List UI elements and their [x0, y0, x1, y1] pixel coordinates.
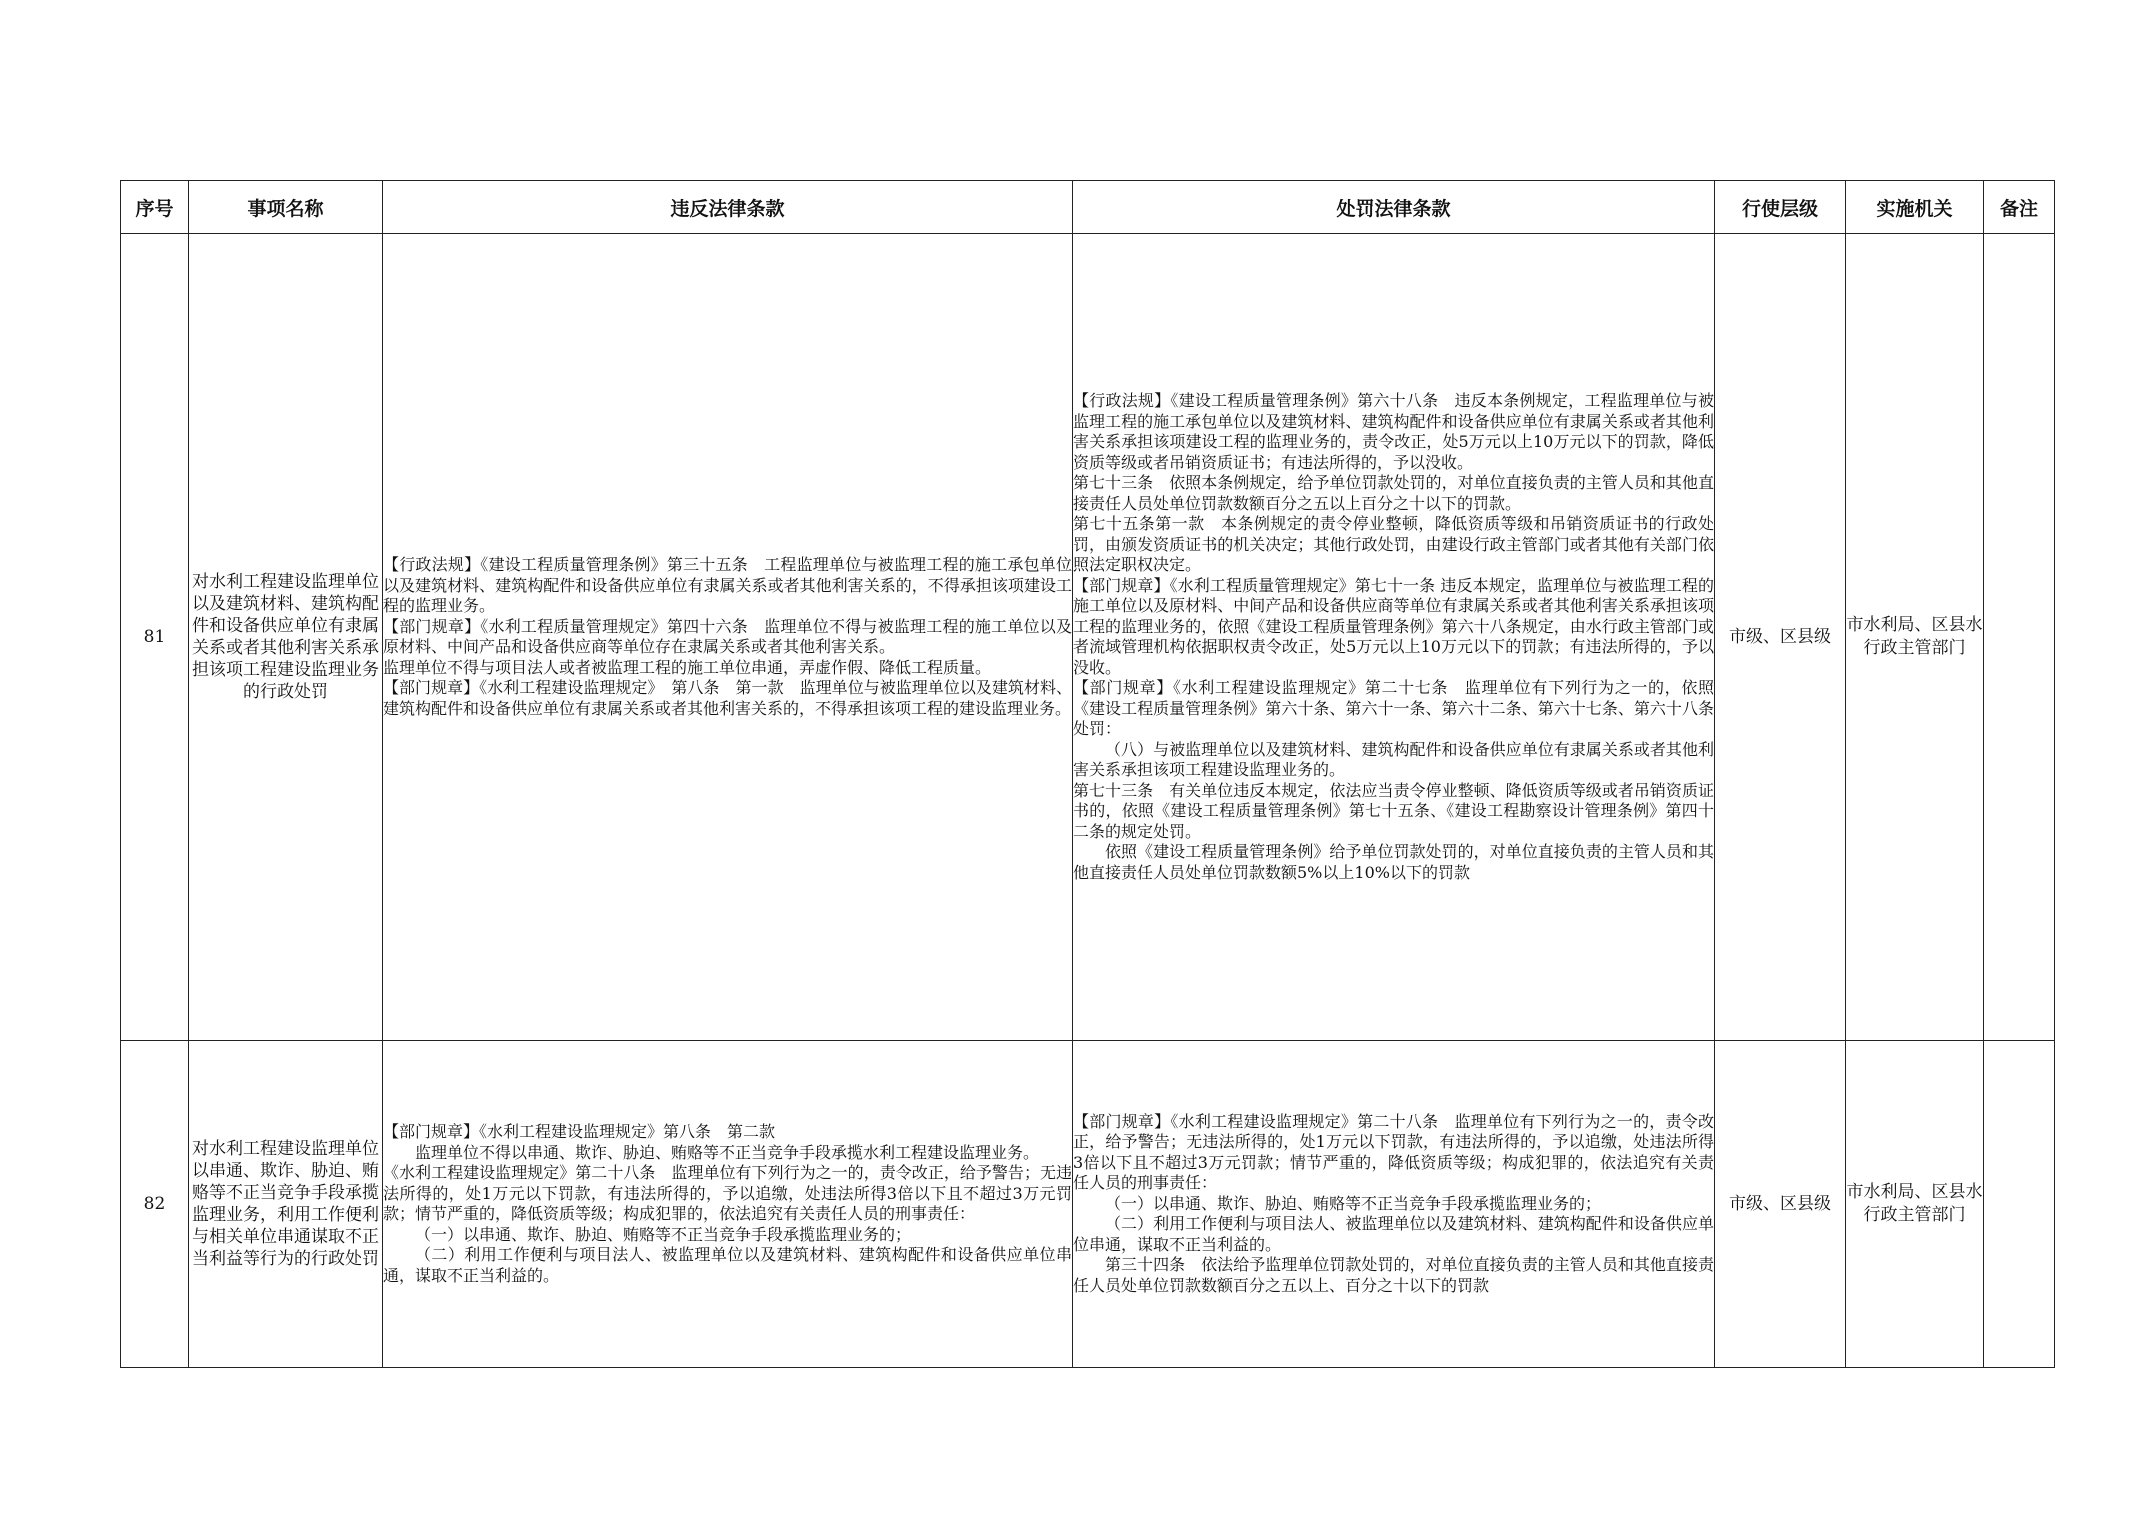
row-violation-clause	[383, 1041, 1073, 1368]
violation-paragraph: 【部门规章】《水利工程质量管理规定》第四十六条 监理单位不得与被监理工程的施工单位以及原材料、中间产品和设备供应商等单位存在隶属关系或者其他利害关系。	[383, 616, 1072, 656]
header-agency: 实施机关	[1846, 181, 1984, 234]
penalty-paragraph: 【部门规章】《水利工程建设监理规定》第二十八条 监理单位有下列行为之一的，责令改正，给予警告；无违法所得的，处1万元以下罚款，有违法所得的，予以追缴，处违法所得3倍以下且不超过3万元罚款；情节严重的，降低资质等级；构成犯罪的，依法追究有关责任人员的刑事责任：	[1073, 1111, 1714, 1193]
header-violation-clause: 违反法律条款	[383, 181, 1073, 234]
header-item-name: 事项名称	[189, 181, 383, 234]
violation-paragraph: 【部门规章】《水利工程建设监理规定》第八条 第二款	[383, 1122, 776, 1141]
row-remarks	[1984, 234, 2055, 1041]
violation-paragraph: 《水利工程建设监理规定》第二十八条 监理单位有下列行为之一的，责令改正，给予警告；无违法所得的，处1万元以下罚款，有违法所得的，予以追缴，处违法所得3倍以下且不超过3万元罚款；情节严重的，降低资质等级；构成犯罪的，依法追究有关责任人员的刑事责任：	[383, 1163, 1072, 1223]
row-item-name: 对水利工程建设监理单位以及建筑材料、建筑构配件和设备供应单位有隶属关系或者其他利害关系承担该项工程建设监理业务的行政处罚	[189, 234, 383, 1041]
violation-paragraph: （一）以串通、欺诈、胁迫、贿赂等不正当竞争手段承揽监理业务的；	[415, 1224, 912, 1244]
row-penalty-clause	[1073, 234, 1715, 1041]
penalty-paragraph: 【行政法规】《建设工程质量管理条例》第六十八条 违反本条例规定，工程监理单位与被监理工程的施工承包单位以及建筑材料、建筑构配件和设备供应单位有隶属关系或者其他利害关系承担该项建设工程的监理业务的，责令改正，处5万元以上10万元以下的罚款，降低资质等级或者吊销资质证书；有违法所得的，予以没收。	[1073, 391, 1714, 472]
penalty-paragraph: 【部门规章】《水利工程建设监理规定》第二十七条 监理单位有下列行为之一的，依照《建设工程质量管理条例》第六十条、第六十一条、第六十二条、第六十七条、第六十八条处罚：	[1073, 678, 1714, 738]
table-row	[121, 234, 2055, 1041]
violation-paragraph: 监理单位不得以串通、欺诈、胁迫、贿赂等不正当竞争手段承揽水利工程建设监理业务。	[415, 1142, 1040, 1162]
row-level: 市级、区县级	[1715, 234, 1846, 1041]
table-row	[121, 1041, 2055, 1368]
penalty-paragraph: 第七十三条 依照本条例规定，给予单位罚款处罚的，对单位直接负责的主管人员和其他直接责任人员处单位罚款数额百分之五以上百分之十以下的罚款。	[1073, 473, 1714, 513]
penalty-paragraph: 第三十四条 依法给予监理单位罚款处罚的，对单位直接负责的主管人员和其他直接责任人员处单位罚款数额百分之五以上、百分之十以下的罚款	[1073, 1255, 1714, 1295]
violation-paragraph: 【行政法规】《建设工程质量管理条例》第三十五条 工程监理单位与被监理工程的施工承包单位以及建筑材料、建筑构配件和设备供应单位有隶属关系或者其他利害关系的，不得承担该项建设工程的监理业务。	[383, 555, 1072, 615]
header-penalty-clause: 处罚法律条款	[1073, 181, 1715, 234]
penalty-paragraph: 【部门规章】《水利工程质量管理规定》第七十一条 违反本规定，监理单位与被监理工程的施工单位以及原材料、中间产品和设备供应商等单位有隶属关系或者其他利害关系承担该项工程的监理业务的，依照《建设工程质量管理条例》第六十八条规定，由水行政主管部门或者流域管理机构依据职权责令改正，处5万元以上10万元以下的罚款；有违法所得的，予以没收。	[1073, 575, 1714, 677]
penalty-items-table	[120, 180, 2055, 1368]
row-seq: 82	[121, 1041, 189, 1368]
row-agency: 市水利局、区县水行政主管部门	[1846, 1041, 1984, 1368]
penalty-paragraph: （一）以串通、欺诈、胁迫、贿赂等不正当竞争手段承揽监理业务的；	[1105, 1193, 1602, 1213]
table-header-row	[121, 181, 2055, 234]
header-seq: 序号	[121, 181, 189, 234]
row-remarks	[1984, 1041, 2055, 1368]
row-violation-clause	[383, 234, 1073, 1041]
row-agency: 市水利局、区县水行政主管部门	[1846, 234, 1984, 1041]
row-item-name: 对水利工程建设监理单位以串通、欺诈、胁迫、贿赂等不正当竞争手段承揽监理业务，利用工作便利与相关单位串通谋取不正当利益等行为的行政处罚	[189, 1041, 383, 1368]
violation-paragraph: 【部门规章】《水利工程建设监理规定》 第八条 第一款 监理单位与被监理单位以及建筑材料、建筑构配件和设备供应单位有隶属关系或者其他利害关系的，不得承担该项工程的建设监理业务。	[383, 678, 1072, 718]
header-level: 行使层级	[1715, 181, 1846, 234]
penalty-paragraph: （八）与被监理单位以及建筑材料、建筑构配件和设备供应单位有隶属关系或者其他利害关系承担该项工程建设监理业务的。	[1073, 739, 1714, 779]
penalty-paragraph: 依照《建设工程质量管理条例》给予单位罚款处罚的，对单位直接负责的主管人员和其他直接责任人员处单位罚款数额5%以上10%以下的罚款	[1073, 842, 1714, 882]
penalty-paragraph: 第七十三条 有关单位违反本规定，依法应当责令停业整顿、降低资质等级或者吊销资质证书的，依照《建设工程质量管理条例》第七十五条、《建设工程勘察设计管理条例》第四十二条的规定处罚。	[1073, 780, 1714, 841]
header-remarks: 备注	[1984, 181, 2055, 234]
violation-paragraph: （二）利用工作便利与项目法人、被监理单位以及建筑材料、建筑构配件和设备供应单位串通，谋取不正当利益的。	[383, 1245, 1072, 1285]
row-level: 市级、区县级	[1715, 1041, 1846, 1368]
row-penalty-clause	[1073, 1041, 1715, 1368]
violation-paragraph: 监理单位不得与项目法人或者被监理工程的施工单位串通，弄虚作假、降低工程质量。	[383, 657, 992, 677]
row-seq: 81	[121, 234, 189, 1041]
penalty-paragraph: 第七十五条第一款 本条例规定的责令停业整顿，降低资质等级和吊销资质证书的行政处罚，由颁发资质证书的机关决定；其他行政处罚，由建设行政主管部门或者其他有关部门依照法定职权决定。	[1073, 514, 1714, 574]
penalty-paragraph: （二）利用工作便利与项目法人、被监理单位以及建筑材料、建筑构配件和设备供应单位串通，谋取不正当利益的。	[1073, 1214, 1714, 1254]
